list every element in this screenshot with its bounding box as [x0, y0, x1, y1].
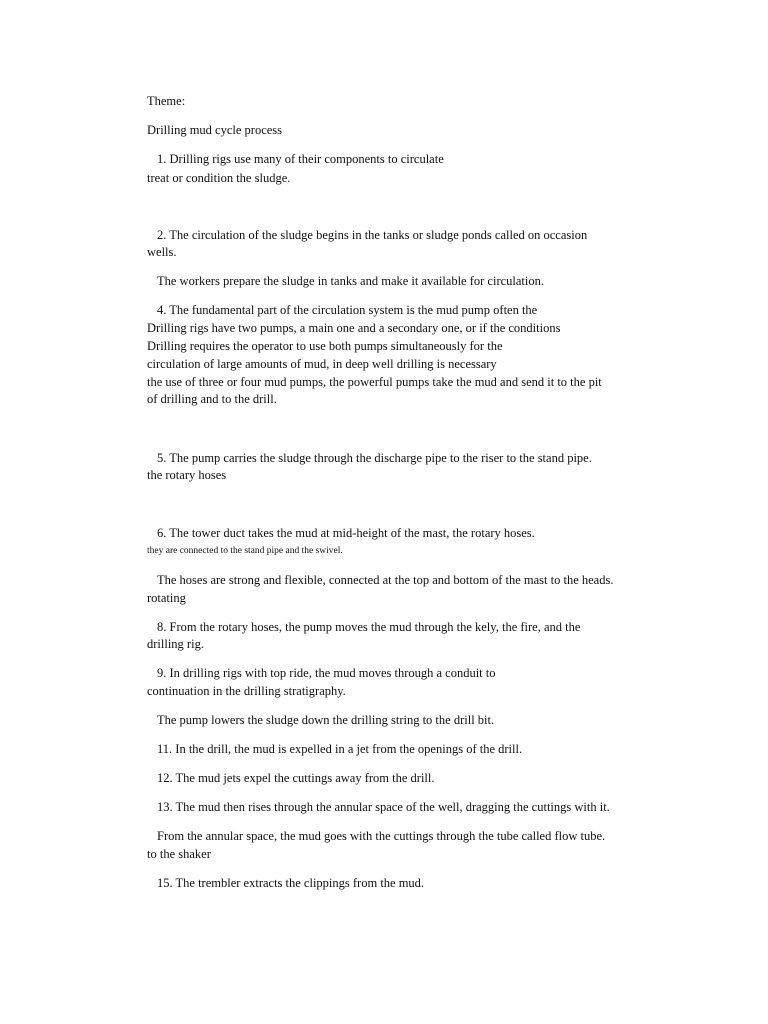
paragraph-1-line-1: 1. Drilling rigs use many of their components to circulate: [157, 152, 444, 166]
paragraph-11-line-1: 11. In the drill, the mud is expelled in a jet from the openings of the drill.: [157, 742, 523, 756]
paragraph-15-line-1: 15. The trembler extracts the clippings from the mud.: [157, 876, 425, 890]
paragraph-10-line-1: The pump lowers the sludge down the drilling string to the drill bit.: [157, 713, 495, 727]
paragraph-4-line-1: 4. The fundamental part of the circulation system is the mud pump often the: [157, 303, 538, 317]
paragraph-9-line-1: 9. In drilling rigs with top ride, the mud moves through a conduit to: [157, 666, 496, 680]
paragraph-8-line-1: 8. From the rotary hoses, the pump moves the mud through the kely, the fire, and the: [157, 620, 581, 634]
paragraph-12-line-1: 12. The mud jets expel the cuttings away from the drill.: [157, 771, 435, 785]
paragraph-4-line-2: Drilling rigs have two pumps, a main one and a secondary one, or if the conditions: [147, 321, 561, 335]
paragraph-4-line-5: the use of three or four mud pumps, the powerful pumps take the mud and send it to the pit: [147, 375, 602, 389]
document-title: Drilling mud cycle process: [147, 123, 283, 137]
paragraph-4-line-3: Drilling requires the operator to use both pumps simultaneously for the: [147, 339, 503, 353]
theme-label: Theme:: [147, 94, 186, 108]
paragraph-2-line-2: wells.: [147, 245, 177, 259]
paragraph-7-line-1: The hoses are strong and flexible, connected at the top and bottom of the mast to the heads.: [157, 573, 614, 587]
paragraph-7-line-2: rotating: [147, 591, 186, 605]
paragraph-1-line-2: treat or condition the sludge.: [147, 171, 291, 185]
paragraph-6-line-2: they are connected to the stand pipe and the swivel.: [147, 546, 343, 556]
paragraph-2-line-1: 2. The circulation of the sludge begins in the tanks or sludge ponds called on occasion: [157, 228, 588, 242]
paragraph-14-line-1: From the annular space, the mud goes with the cuttings through the tube called flow tube.: [157, 829, 606, 843]
paragraph-4-line-6: of drilling and to the drill.: [147, 392, 277, 406]
paragraph-6-line-1: 6. The tower duct takes the mud at mid-height of the mast, the rotary hoses.: [157, 526, 535, 540]
paragraph-9-line-2: continuation in the drilling stratigraphy.: [147, 684, 346, 698]
paragraph-5-line-2: the rotary hoses: [147, 468, 227, 482]
paragraph-3-line-1: The workers prepare the sludge in tanks and make it available for circulation.: [157, 274, 545, 288]
paragraph-4-line-4: circulation of large amounts of mud, in deep well drilling is necessary: [147, 357, 497, 371]
paragraph-14-line-2: to the shaker: [147, 847, 211, 861]
paragraph-13-line-1: 13. The mud then rises through the annular space of the well, dragging the cuttings with it.: [157, 800, 610, 814]
paragraph-5-line-1: 5. The pump carries the sludge through the discharge pipe to the riser to the stand pipe.: [157, 451, 592, 465]
paragraph-8-line-2: drilling rig.: [147, 637, 204, 651]
